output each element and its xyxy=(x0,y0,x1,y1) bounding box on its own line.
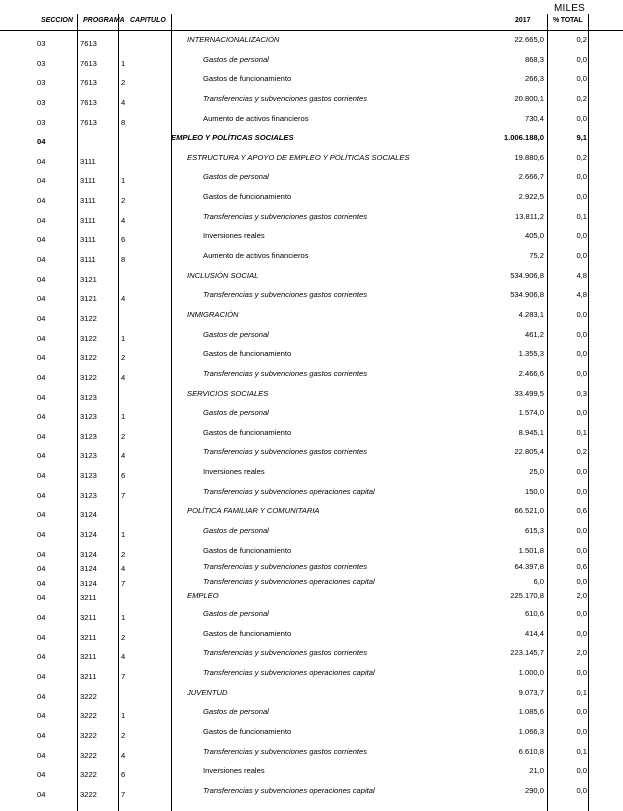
table-row xyxy=(0,326,623,346)
percent-cell: 0,0 xyxy=(576,231,587,241)
seccion-cell: 03 xyxy=(37,39,46,48)
seccion-cell: 03 xyxy=(37,117,46,127)
denominacion-cell: EMPLEO Y POLÍTICAS SOCIALES xyxy=(171,133,294,143)
denominacion-cell: Transferencias y subvenciones gastos corrientes xyxy=(203,447,368,457)
programa-cell: 3121 xyxy=(80,294,97,304)
amount-cell: 150,0 xyxy=(524,486,544,496)
percent-cell: 0,6 xyxy=(576,562,587,572)
capitulo-cell: 1 xyxy=(121,613,126,623)
table-row xyxy=(0,743,623,763)
capitulo-cell: 2 xyxy=(121,431,126,441)
amount-cell: 13.811,2 xyxy=(515,211,544,221)
denominacion-cell: Gastos de personal xyxy=(203,526,269,536)
denominacion-cell: Transferencias y subvenciones gastos corrientes xyxy=(203,211,368,221)
percent-cell: 0,0 xyxy=(576,766,587,776)
table-row xyxy=(0,502,623,522)
amount-cell: 4.283,1 xyxy=(518,309,544,319)
table-row xyxy=(0,522,623,542)
percent-cell: 0,2 xyxy=(576,152,587,162)
capitulo-cell: 4 xyxy=(121,294,126,304)
denominacion-cell: Gastos de funcionamiento xyxy=(203,74,292,84)
percent-cell: 9,1 xyxy=(576,133,587,143)
denominacion-cell: Gastos de personal xyxy=(203,172,269,182)
table-row xyxy=(0,286,623,306)
amount-cell: 868,3 xyxy=(524,54,544,64)
programa-cell: 3211 xyxy=(80,652,97,662)
seccion-cell: 04 xyxy=(37,691,46,701)
table-row xyxy=(0,644,623,664)
programa-cell: 3123 xyxy=(80,392,97,402)
amount-cell: 25,0 xyxy=(529,467,544,477)
denominacion-cell: Inversiones reales xyxy=(203,766,265,776)
table-row xyxy=(0,365,623,385)
percent-cell: 0,0 xyxy=(576,172,587,182)
capitulo-cell: 1 xyxy=(121,176,126,186)
seccion-cell: 04 xyxy=(37,593,46,603)
seccion-cell: 04 xyxy=(37,431,46,441)
table-row xyxy=(0,762,623,782)
table-row xyxy=(0,51,623,71)
percent-cell: 0,0 xyxy=(576,526,587,536)
header-programa: PROGRAMA xyxy=(83,17,125,24)
percent-cell: 0,6 xyxy=(576,506,587,516)
capitulo-cell: 2 xyxy=(121,196,126,206)
programa-cell: 7613 xyxy=(80,39,97,48)
seccion-cell: 04 xyxy=(37,730,46,740)
seccion-cell: 04 xyxy=(37,176,46,186)
table-row xyxy=(0,463,623,483)
amount-cell: 2.466,6 xyxy=(518,368,544,378)
seccion-cell: 03 xyxy=(37,97,46,107)
amount-cell: 1.355,3 xyxy=(518,349,544,359)
capitulo-cell: 4 xyxy=(121,97,126,107)
capitulo-cell: 4 xyxy=(121,652,126,662)
programa-cell: 3123 xyxy=(80,490,97,500)
table-row xyxy=(0,443,623,463)
denominacion-cell: Gastos de funcionamiento xyxy=(203,726,292,736)
capitulo-cell: 2 xyxy=(121,353,126,363)
percent-cell: 0,0 xyxy=(576,486,587,496)
denominacion-cell: Transferencias y subvenciones operaciones capital xyxy=(203,785,375,795)
programa-cell: 3211 xyxy=(80,593,97,603)
capitulo-cell: 6 xyxy=(121,770,126,780)
capitulo-cell: 1 xyxy=(121,530,126,540)
amount-cell: 1.006.188,0 xyxy=(503,133,544,143)
seccion-cell: 04 xyxy=(37,530,46,540)
amount-cell: 19.880,6 xyxy=(514,152,544,162)
capitulo-cell: 8 xyxy=(121,117,126,127)
seccion-cell: 04 xyxy=(37,274,46,284)
denominacion-cell: Transferencias y subvenciones gastos corrientes xyxy=(203,93,368,103)
denominacion-cell: Transferencias y subvenciones gastos corrientes xyxy=(203,648,368,658)
table-row xyxy=(0,576,623,591)
amount-cell: 1.574,0 xyxy=(518,408,544,418)
table-row xyxy=(0,424,623,444)
percent-cell: 0,0 xyxy=(576,329,587,339)
denominacion-cell: SERVICIOS SOCIALES xyxy=(187,388,269,398)
table-row xyxy=(0,542,623,562)
capitulo-cell: 4 xyxy=(121,451,126,461)
percent-cell: 0,0 xyxy=(576,467,587,477)
programa-cell: 3211 xyxy=(80,632,97,642)
capitulo-cell: 7 xyxy=(121,672,126,681)
denominacion-cell: Transferencias y subvenciones gastos corrientes xyxy=(203,368,368,378)
programa-cell: 3124 xyxy=(80,549,97,559)
seccion-cell: 04 xyxy=(37,652,46,662)
table-row xyxy=(0,129,623,149)
table-row xyxy=(0,227,623,247)
percent-cell: 0,0 xyxy=(576,74,587,84)
seccion-cell: 04 xyxy=(37,333,46,343)
denominacion-cell: Gastos de funcionamiento xyxy=(203,628,292,638)
table-row xyxy=(0,483,623,503)
table-row xyxy=(0,306,623,326)
percent-cell: 2,0 xyxy=(576,648,587,658)
amount-cell: 615,3 xyxy=(524,526,544,536)
seccion-cell: 04 xyxy=(37,770,46,780)
capitulo-cell: 4 xyxy=(121,564,126,574)
denominacion-cell: ESTRUCTURA Y APOYO DE EMPLEO Y POLÍTICAS SOCIALES xyxy=(187,152,410,162)
denominacion-cell: Gastos de funcionamiento xyxy=(203,545,292,555)
denominacion-cell: POLÍTICA FAMILIAR Y COMUNITARIA xyxy=(187,506,320,516)
amount-cell: 2.666,7 xyxy=(518,172,544,182)
percent-cell: 0,0 xyxy=(576,349,587,359)
seccion-cell: 04 xyxy=(37,672,46,681)
programa-cell: 3124 xyxy=(80,510,97,520)
seccion-cell: 04 xyxy=(37,711,46,721)
programa-cell: 3211 xyxy=(80,613,97,623)
seccion-cell: 04 xyxy=(37,215,46,225)
denominacion-cell: Gastos de personal xyxy=(203,54,269,64)
amount-cell: 1.085,6 xyxy=(518,707,544,717)
capitulo-cell: 1 xyxy=(121,711,126,721)
table-body xyxy=(0,31,623,801)
programa-cell: 3222 xyxy=(80,691,97,701)
programa-cell: 3222 xyxy=(80,789,97,799)
amount-cell: 22.805,4 xyxy=(514,447,544,457)
denominacion-cell: INMIGRACIÓN xyxy=(187,309,239,319)
seccion-cell: 04 xyxy=(37,353,46,363)
seccion-cell: 03 xyxy=(37,78,46,88)
seccion-cell: 04 xyxy=(37,549,46,559)
header-capitulo: CAPITULO xyxy=(130,17,166,24)
percent-cell: 4,8 xyxy=(576,270,587,280)
header-year: 2017 xyxy=(515,17,531,24)
amount-cell: 610,6 xyxy=(524,609,544,619)
denominacion-cell: Inversiones reales xyxy=(203,467,265,477)
denominacion-cell: Transferencias y subvenciones gastos corrientes xyxy=(203,562,368,572)
amount-cell: 223.145,7 xyxy=(510,648,544,658)
percent-cell: 0,0 xyxy=(576,545,587,555)
capitulo-cell: 2 xyxy=(121,632,126,642)
capitulo-cell: 1 xyxy=(121,333,126,343)
amount-cell: 2.922,5 xyxy=(518,192,544,202)
programa-cell: 3111 xyxy=(80,196,96,206)
table-row xyxy=(0,625,623,645)
programa-cell: 3222 xyxy=(80,770,97,780)
denominacion-cell: Gastos de funcionamiento xyxy=(203,427,292,437)
denominacion-cell: INCLUSIÓN SOCIAL xyxy=(187,270,259,280)
programa-cell: 3211 xyxy=(80,672,97,681)
capitulo-cell: 7 xyxy=(121,789,126,799)
denominacion-cell: Inversiones reales xyxy=(203,231,265,241)
percent-cell: 0,0 xyxy=(576,113,587,123)
seccion-cell: 04 xyxy=(37,255,46,265)
percent-cell: 0,0 xyxy=(576,408,587,418)
programa-cell: 3122 xyxy=(80,353,97,363)
percent-cell: 0,0 xyxy=(576,54,587,64)
programa-cell: 7613 xyxy=(80,97,97,107)
percent-cell: 0,2 xyxy=(576,447,587,457)
programa-cell: 3123 xyxy=(80,451,97,461)
seccion-cell: 04 xyxy=(37,789,46,799)
table-row xyxy=(0,168,623,188)
capitulo-cell: 7 xyxy=(121,490,126,500)
amount-cell: 9.073,7 xyxy=(518,687,544,697)
header-pct-total: % TOTAL xyxy=(553,17,583,24)
amount-cell: 290,0 xyxy=(524,785,544,795)
capitulo-cell: 2 xyxy=(121,549,126,559)
amount-cell: 461,2 xyxy=(524,329,544,339)
amount-cell: 405,0 xyxy=(524,231,544,241)
table-row xyxy=(0,703,623,723)
denominacion-cell: Transferencias y subvenciones gastos corrientes xyxy=(203,290,368,300)
programa-cell: 7613 xyxy=(80,78,97,88)
percent-cell: 0,0 xyxy=(576,668,587,677)
percent-cell: 0,0 xyxy=(576,251,587,261)
programa-cell: 3124 xyxy=(80,578,97,588)
seccion-cell: 04 xyxy=(37,578,46,588)
seccion-cell: 04 xyxy=(37,313,46,323)
seccion-cell: 04 xyxy=(37,613,46,623)
amount-cell: 6.610,8 xyxy=(518,746,544,756)
amount-cell: 534.906,8 xyxy=(510,270,544,280)
programa-cell: 3123 xyxy=(80,431,97,441)
percent-cell: 0,0 xyxy=(576,628,587,638)
unit-label: MILES xyxy=(553,3,585,14)
table-row xyxy=(0,590,623,605)
percent-cell: 4,8 xyxy=(576,290,587,300)
table-header xyxy=(0,14,623,31)
percent-cell: 0,2 xyxy=(576,93,587,103)
seccion-cell: 04 xyxy=(37,632,46,642)
seccion-cell: 04 xyxy=(37,235,46,245)
programa-cell: 3222 xyxy=(80,730,97,740)
amount-cell: 225.170,8 xyxy=(510,591,544,601)
denominacion-cell: Gastos de personal xyxy=(203,329,269,339)
table-row xyxy=(0,31,623,51)
amount-cell: 1.066,3 xyxy=(518,726,544,736)
denominacion-cell: Transferencias y subvenciones operaciones capital xyxy=(203,668,375,677)
amount-cell: 8.945,1 xyxy=(518,427,544,437)
amount-cell: 6,0 xyxy=(533,576,544,586)
seccion-cell: 04 xyxy=(37,490,46,500)
capitulo-cell: 7 xyxy=(121,578,126,588)
programa-cell: 3122 xyxy=(80,372,97,382)
programa-cell: 7613 xyxy=(80,117,97,127)
table-row xyxy=(0,188,623,208)
percent-cell: 0,0 xyxy=(576,726,587,736)
capitulo-cell: 6 xyxy=(121,471,126,481)
denominacion-cell: Gastos de funcionamiento xyxy=(203,349,292,359)
percent-cell: 0,1 xyxy=(576,427,587,437)
seccion-cell: 04 xyxy=(37,412,46,422)
seccion-cell: 04 xyxy=(37,564,46,574)
percent-cell: 0,0 xyxy=(576,309,587,319)
table-row xyxy=(0,267,623,287)
amount-cell: 21,0 xyxy=(529,766,544,776)
denominacion-cell: Transferencias y subvenciones operaciones capital xyxy=(203,486,375,496)
amount-cell: 75,2 xyxy=(529,251,544,261)
seccion-cell: 04 xyxy=(37,510,46,520)
percent-cell: 0,2 xyxy=(576,35,587,44)
programa-cell: 7613 xyxy=(80,58,97,68)
denominacion-cell: JUVENTUD xyxy=(187,687,228,697)
seccion-cell: 04 xyxy=(37,294,46,304)
denominacion-cell: Transferencias y subvenciones gastos corrientes xyxy=(203,746,368,756)
capitulo-cell: 4 xyxy=(121,750,126,760)
programa-cell: 3111 xyxy=(80,235,96,245)
seccion-cell: 04 xyxy=(37,156,46,166)
table-row xyxy=(0,684,623,704)
capitulo-cell: 8 xyxy=(121,255,126,265)
table-row xyxy=(0,70,623,90)
programa-cell: 3124 xyxy=(80,564,97,574)
seccion-cell: 04 xyxy=(37,372,46,382)
table-row xyxy=(0,723,623,743)
amount-cell: 33.499,5 xyxy=(514,388,544,398)
table-row xyxy=(0,664,623,684)
capitulo-cell: 4 xyxy=(121,372,126,382)
table-row xyxy=(0,404,623,424)
percent-cell: 0,0 xyxy=(576,576,587,586)
header-seccion: SECCION xyxy=(41,17,73,24)
table-row xyxy=(0,782,623,802)
percent-cell: 0,1 xyxy=(576,211,587,221)
programa-cell: 3111 xyxy=(80,176,96,186)
programa-cell: 3222 xyxy=(80,711,97,721)
programa-cell: 3111 xyxy=(80,215,96,225)
amount-cell: 730,4 xyxy=(524,113,544,123)
capitulo-cell: 1 xyxy=(121,412,126,422)
programa-cell: 3222 xyxy=(80,750,97,760)
programa-cell: 3122 xyxy=(80,333,97,343)
table-row xyxy=(0,247,623,267)
denominacion-cell: Gastos de funcionamiento xyxy=(203,192,292,202)
percent-cell: 0,3 xyxy=(576,388,587,398)
table-row xyxy=(0,90,623,110)
percent-cell: 0,0 xyxy=(576,785,587,795)
seccion-cell: 04 xyxy=(37,392,46,402)
seccion-cell: 04 xyxy=(37,471,46,481)
programa-cell: 3111 xyxy=(80,255,96,265)
programa-cell: 3123 xyxy=(80,471,97,481)
programa-cell: 3111 xyxy=(80,156,96,166)
programa-cell: 3122 xyxy=(80,313,97,323)
percent-cell: 2,0 xyxy=(576,591,587,601)
amount-cell: 20.800,1 xyxy=(514,93,544,103)
table-row xyxy=(0,345,623,365)
denominacion-cell: Aumento de activos financieros xyxy=(203,113,309,123)
denominacion-cell: Gastos de personal xyxy=(203,609,269,619)
table-row xyxy=(0,208,623,228)
denominacion-cell: Gastos de personal xyxy=(203,408,269,418)
amount-cell: 22.665,0 xyxy=(514,35,544,44)
amount-cell: 1.501,8 xyxy=(518,545,544,555)
table-row xyxy=(0,110,623,130)
denominacion-cell: Aumento de activos financieros xyxy=(203,251,309,261)
seccion-cell: 03 xyxy=(37,58,46,68)
amount-cell: 266,3 xyxy=(524,74,544,84)
denominacion-cell: Gastos de personal xyxy=(203,707,269,717)
percent-cell: 0,1 xyxy=(576,746,587,756)
denominacion-cell: INTERNACIONALIZACIÓN xyxy=(187,35,280,44)
capitulo-cell: 1 xyxy=(121,58,126,68)
denominacion-cell: EMPLEO xyxy=(187,591,219,601)
programa-cell: 3121 xyxy=(80,274,97,284)
percent-cell: 0,1 xyxy=(576,687,587,697)
amount-cell: 66.521,0 xyxy=(514,506,544,516)
programa-cell: 3123 xyxy=(80,412,97,422)
percent-cell: 0,0 xyxy=(576,609,587,619)
seccion-cell: 04 xyxy=(37,196,46,206)
amount-cell: 64.397,8 xyxy=(514,562,544,572)
amount-cell: 534.906,8 xyxy=(510,290,544,300)
table-row xyxy=(0,561,623,576)
seccion-cell: 04 xyxy=(37,137,46,147)
seccion-cell: 04 xyxy=(37,451,46,461)
capitulo-cell: 4 xyxy=(121,215,126,225)
programa-cell: 3124 xyxy=(80,530,97,540)
table-row xyxy=(0,149,623,169)
percent-cell: 0,0 xyxy=(576,368,587,378)
seccion-cell: 04 xyxy=(37,750,46,760)
denominacion-cell: Transferencias y subvenciones operaciones capital xyxy=(203,576,375,586)
table-row xyxy=(0,605,623,625)
percent-cell: 0,0 xyxy=(576,192,587,202)
capitulo-cell: 2 xyxy=(121,78,126,88)
table-row xyxy=(0,385,623,405)
amount-cell: 1.000,0 xyxy=(518,668,544,677)
percent-cell: 0,0 xyxy=(576,707,587,717)
amount-cell: 414,4 xyxy=(524,628,544,638)
capitulo-cell: 2 xyxy=(121,730,126,740)
capitulo-cell: 6 xyxy=(121,235,126,245)
